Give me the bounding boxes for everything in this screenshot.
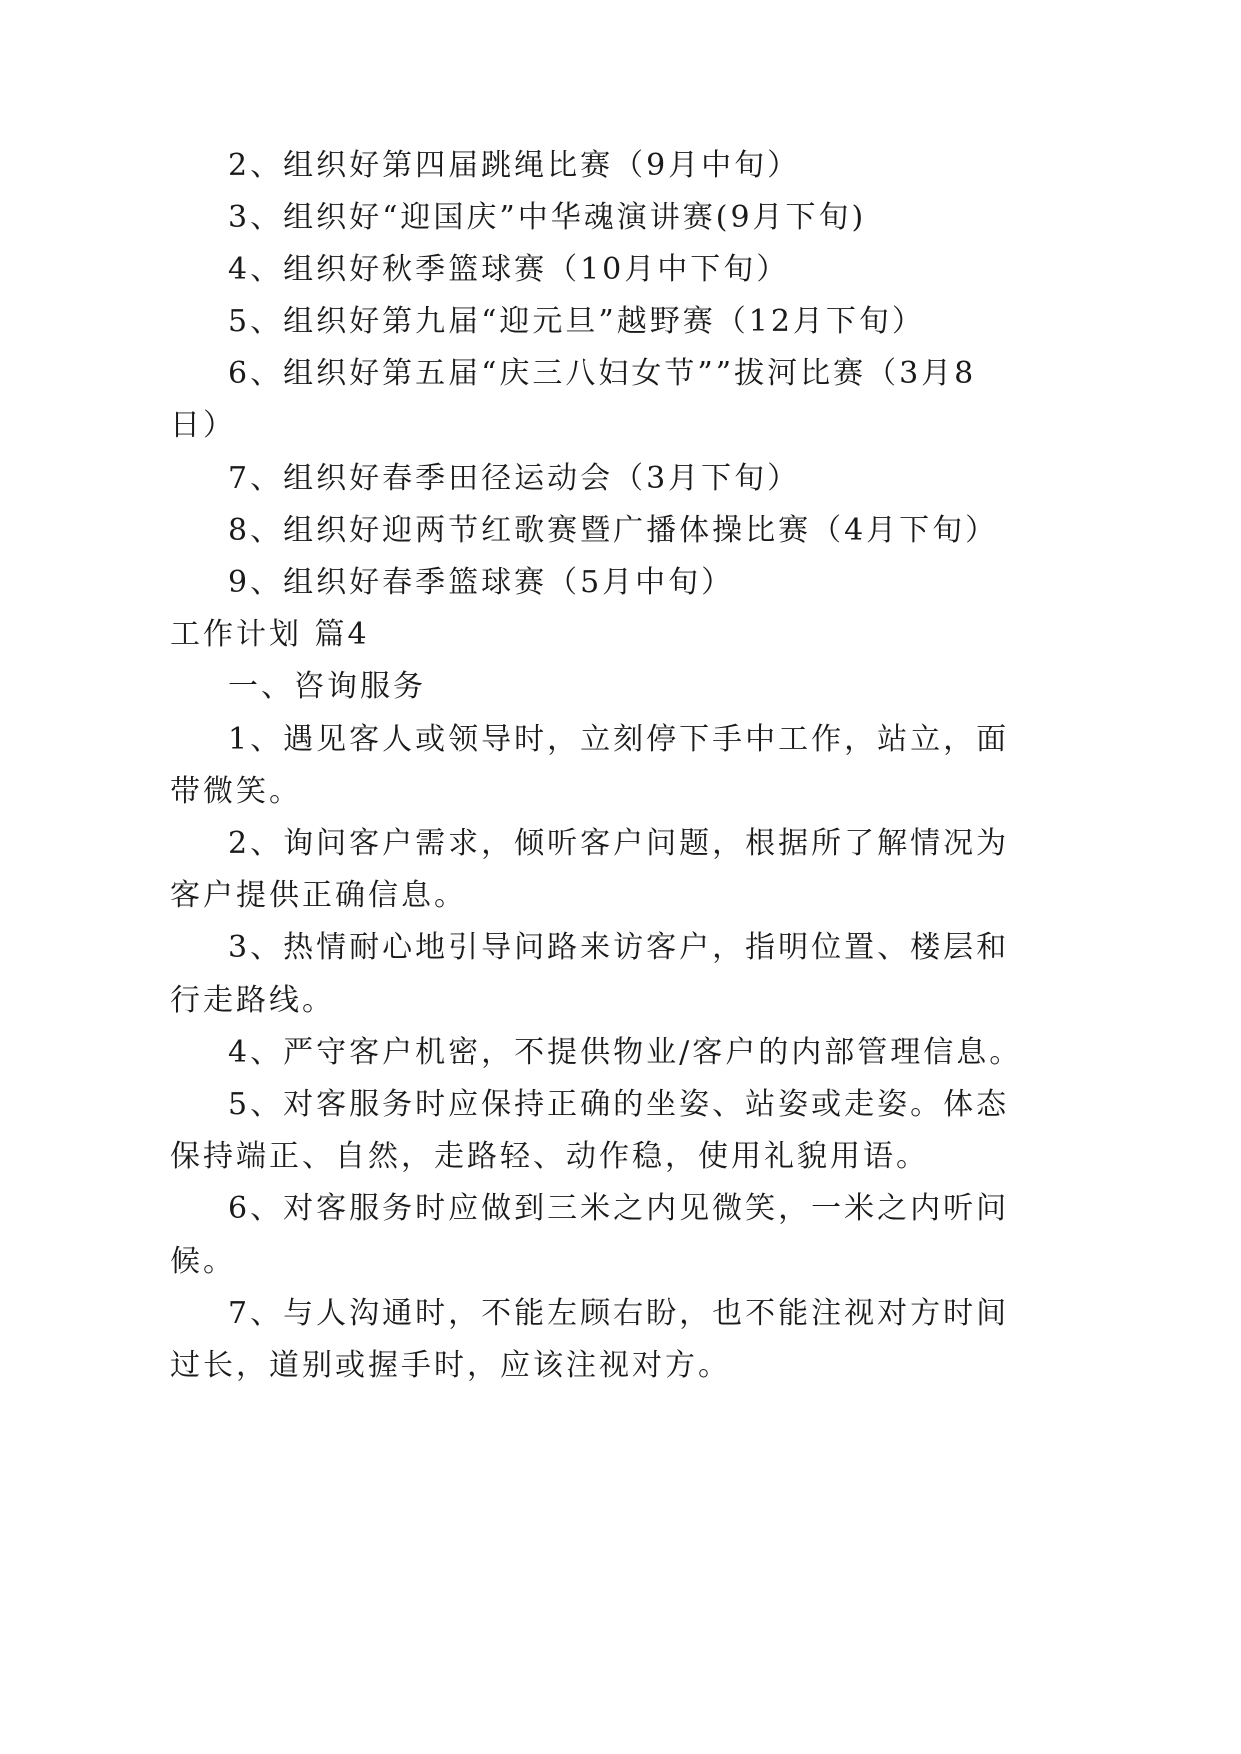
list-item-continuation: 客户提供正确信息。 [170,878,467,913]
list-item: 5、组织好第九届“迎元旦”越野赛（12月下旬） [228,304,925,339]
list-item-continuation: 保持端正、自然，走路轻、动作稳，使用礼貌用语。 [170,1139,929,1174]
list-item: 3、组织好“迎国庆”中华魂演讲赛(9月下旬) [228,200,867,235]
list-item: 5、对客服务时应保持正确的坐姿、站姿或走姿。体态 [228,1087,1010,1122]
list-item: 1、遇见客人或领导时，立刻停下手中工作，站立，面 [228,722,1010,757]
list-item: 7、组织好春季田径运动会（3月下旬） [228,461,801,496]
section-title: 工作计划 篇4 [170,617,370,652]
list-item-continuation: 带微笑。 [170,774,302,809]
list-item: 7、与人沟通时，不能左顾右盼，也不能注视对方时间 [228,1296,1010,1331]
list-item: 4、严守客户机密，不提供物业/客户的内部管理信息。 [228,1035,1023,1070]
list-item: 9、组织好春季篮球赛（5月中旬） [228,565,735,600]
list-item-continuation: 行走路线。 [170,983,335,1018]
list-item-continuation: 过长，道别或握手时，应该注视对方。 [170,1348,731,1383]
list-item-continuation: 候。 [170,1244,236,1279]
list-item: 4、组织好秋季篮球赛（10月中下旬） [228,252,790,287]
list-item: 2、组织好第四届跳绳比赛（9月中旬） [228,148,801,183]
list-item: 2、询问客户需求，倾听客户问题，根据所了解情况为 [228,826,1010,861]
subheading: 一、咨询服务 [228,669,426,704]
list-item: 8、组织好迎两节红歌赛暨广播体操比赛（4月下旬） [228,513,999,548]
list-item: 3、热情耐心地引导问路来访客户，指明位置、楼层和 [228,930,1010,965]
list-item: 6、组织好第五届“庆三八妇女节””拔河比赛（3月8 [228,356,977,391]
list-item: 6、对客服务时应做到三米之内见微笑，一米之内听问 [228,1191,1010,1226]
list-item-continuation: 日） [170,408,236,443]
